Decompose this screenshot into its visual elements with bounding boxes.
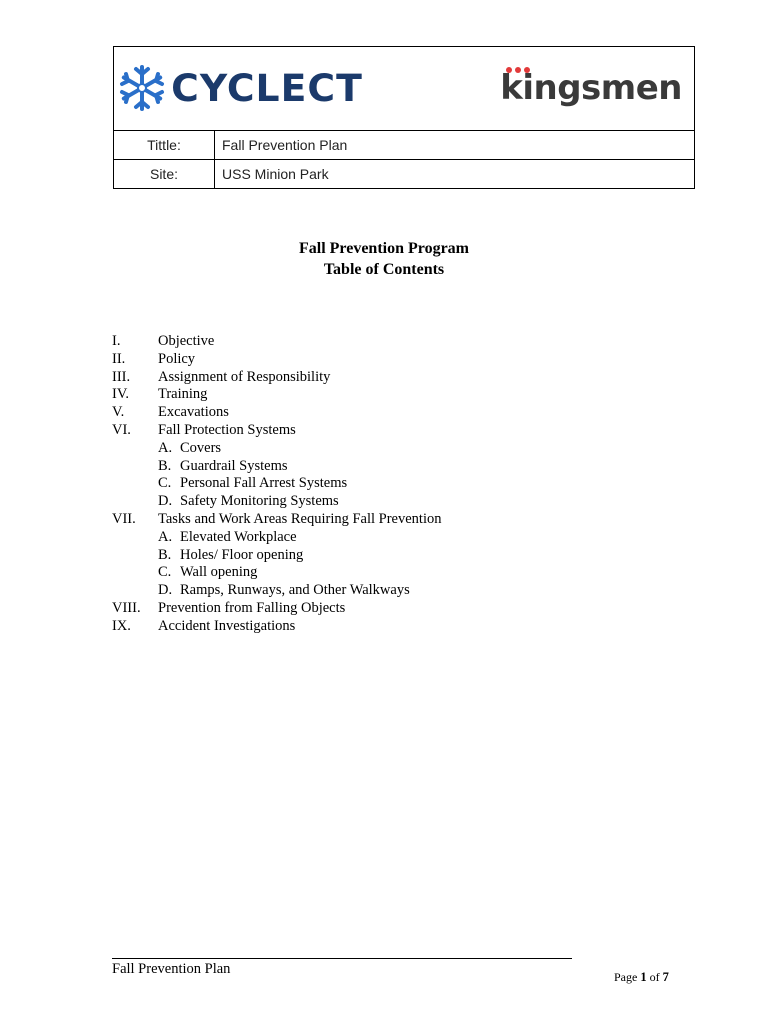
toc-item-number: II.: [112, 350, 126, 367]
toc-subitem-letter: A.: [158, 439, 173, 456]
snowflake-icon: [117, 63, 167, 113]
title-label: Tittle:: [114, 131, 215, 159]
document-heading-toc: Table of Contents: [323, 261, 445, 278]
kingsmen-logo-text: kingsmen: [500, 68, 682, 108]
page-word: Page: [614, 970, 638, 984]
toc-item-label: Excavations: [158, 404, 229, 421]
toc-item-number: V.: [112, 404, 125, 421]
toc-subitem-letter: D.: [158, 493, 173, 510]
cyclect-logo-text: CYCLECT: [171, 66, 363, 110]
toc-item-label: Tasks and Work Areas Requiring Fall Prevention: [158, 510, 442, 527]
toc-subitem-label: Elevated Workplace: [180, 528, 297, 545]
toc-subitem: [112, 582, 441, 600]
toc-subitem-letter: C.: [158, 564, 172, 581]
toc-subitem: [112, 440, 441, 458]
toc-subitem-letter: B.: [158, 457, 172, 474]
toc-item: [112, 351, 441, 369]
title-value: Fall Prevention Plan: [222, 137, 348, 153]
toc-item: [112, 618, 441, 636]
toc-item-number: IX.: [112, 617, 131, 634]
toc-subitem-letter: D.: [158, 582, 173, 599]
toc-subitem-letter: C.: [158, 475, 172, 492]
document-header: [113, 46, 695, 189]
toc-subitem-label: Guardrail Systems: [180, 457, 288, 474]
toc-item: [112, 386, 441, 404]
toc-subitem-letter: B.: [158, 546, 172, 563]
toc-item: [112, 404, 441, 422]
toc-subitem-label: Wall opening: [180, 564, 258, 581]
site-row: [114, 160, 694, 188]
cyclect-logo: [117, 63, 361, 113]
toc-subitem: [112, 475, 441, 493]
logo-row: [114, 47, 694, 131]
toc-subitem: [112, 458, 441, 476]
footer-document-name: Fall Prevention Plan: [112, 961, 231, 977]
site-value: USS Minion Park: [222, 166, 329, 182]
toc-item-number: VI.: [112, 421, 131, 438]
footer-divider: [112, 958, 572, 959]
toc-item-number: IV.: [112, 386, 130, 403]
toc-subitem: [112, 547, 441, 565]
toc-item-label: Fall Protection Systems: [158, 421, 296, 438]
toc-subitem: [112, 564, 441, 582]
toc-subitem-letter: A.: [158, 528, 173, 545]
toc-item-number: VII.: [112, 510, 136, 527]
page-number: [614, 970, 669, 985]
page-total: 7: [662, 970, 669, 984]
title-row: [114, 131, 694, 160]
toc-subitem-label: Personal Fall Arrest Systems: [180, 475, 348, 492]
toc-subitem-label: Ramps, Runways, and Other Walkways: [180, 582, 410, 599]
site-label: Site:: [114, 160, 215, 188]
toc-item-number: VIII.: [112, 599, 141, 616]
page-current: 1: [640, 970, 647, 984]
table-of-contents: [112, 333, 441, 636]
toc-item-label: Training: [158, 386, 208, 403]
toc-item-label: Assignment of Responsibility: [158, 368, 331, 385]
toc-item: [112, 422, 441, 440]
toc-item: [112, 369, 441, 387]
toc-subitem-label: Covers: [180, 439, 222, 456]
kingsmen-logo: [500, 67, 682, 108]
document-title: [0, 238, 768, 280]
toc-item-number: III.: [112, 368, 131, 385]
toc-subitem: [112, 493, 441, 511]
page-of: of: [649, 970, 660, 984]
toc-subitem: [112, 529, 441, 547]
toc-item-number: I.: [112, 333, 121, 349]
toc-item: [112, 511, 441, 529]
toc-subitem-label: Safety Monitoring Systems: [180, 493, 339, 510]
toc-item-label: Objective: [158, 333, 215, 349]
toc-item-label: Policy: [158, 350, 196, 367]
toc-item-label: Accident Investigations: [158, 617, 296, 634]
toc-item-label: Prevention from Falling Objects: [158, 599, 346, 616]
toc-item: [112, 600, 441, 618]
toc-subitem-label: Holes/ Floor opening: [180, 546, 304, 563]
toc-item: [112, 333, 441, 351]
document-heading-program: Fall Prevention Program: [298, 240, 470, 257]
